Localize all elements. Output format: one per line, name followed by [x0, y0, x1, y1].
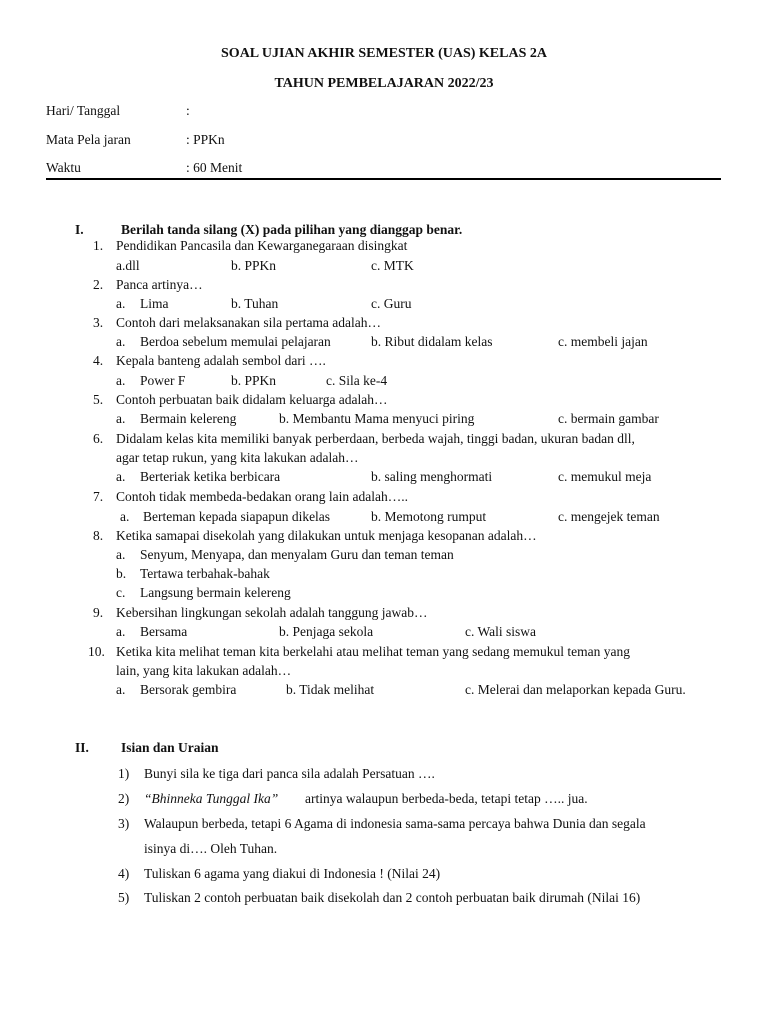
section1-numeral: I. — [75, 222, 84, 237]
exam-title: SOAL UJIAN AKHIR SEMESTER (UAS) KELAS 2A — [221, 46, 547, 61]
field-label-subject: Mata Pela jaran — [46, 132, 131, 147]
question-number: 2. — [93, 277, 104, 292]
item-number: 5) — [118, 890, 130, 905]
option: Berteman kepada siapapun dikelas — [143, 509, 331, 524]
option-letter: a. — [116, 624, 126, 639]
option-letter: a. — [116, 469, 126, 484]
item-text-continued: isinya di…. Oleh Tuhan. — [144, 841, 278, 856]
field-value-date: : — [186, 103, 190, 118]
option: c. MTK — [371, 258, 414, 273]
option-letter: a. — [116, 411, 126, 426]
question-text: Panca artinya… — [116, 277, 203, 292]
field-label-time: Waktu — [46, 160, 81, 175]
question-number: 8. — [93, 528, 104, 543]
item-text: Walaupun berbeda, tetapi 6 Agama di indonesia sama-sama percaya bahwa Dunia dan segala — [144, 816, 646, 831]
option: Bermain kelereng — [140, 411, 237, 426]
option: Senyum, Menyapa, dan menyalam Guru dan teman teman — [140, 547, 454, 562]
option: c. mengejek teman — [558, 509, 660, 524]
question-text: Contoh tidak membeda-bedakan orang lain adalah….. — [116, 489, 409, 504]
question-text-continued: lain, yang kita lakukan adalah… — [116, 663, 292, 678]
question-number: 7. — [93, 489, 104, 504]
option: Berdoa sebelum memulai pelajaran — [140, 334, 331, 349]
option: b. PPKn — [231, 373, 277, 388]
section1-title: Berilah tanda silang (X) pada pilihan yang dianggap benar. — [121, 222, 463, 237]
option: c. Sila ke-4 — [326, 373, 388, 388]
item-text: artinya walaupun berbeda-beda, tetapi tetap ….. jua. — [305, 791, 588, 806]
question-text: Kebersihan lingkungan sekolah adalah tanggung jawab… — [116, 605, 428, 620]
option: Langsung bermain kelereng — [140, 585, 291, 600]
option: c. membeli jajan — [558, 334, 648, 349]
option: b. Penjaga sekola — [279, 624, 374, 639]
option: c. bermain gambar — [558, 411, 659, 426]
option: Power F — [140, 373, 186, 388]
option: c. memukul meja — [558, 469, 652, 484]
question-text: Contoh perbuatan baik didalam keluarga adalah… — [116, 392, 388, 407]
field-label-date: Hari/ Tanggal — [46, 103, 121, 118]
question-text: Didalam kelas kita memiliki banyak perberdaan, berbeda wajah, tinggi badan, ukuran badan dll, — [116, 431, 635, 446]
option-letter: a. — [116, 682, 126, 697]
option-letter: a. — [116, 373, 126, 388]
option: Bersama — [140, 624, 188, 639]
option: Tertawa terbahak-bahak — [140, 566, 270, 581]
exam-year: TAHUN PEMBELAJARAN 2022/23 — [274, 76, 494, 91]
item-number: 3) — [118, 816, 130, 831]
option-letter: a. — [120, 509, 130, 524]
question-text: Contoh dari melaksanakan sila pertama adalah… — [116, 315, 382, 330]
item-number: 4) — [118, 866, 130, 881]
item-number: 2) — [118, 791, 130, 806]
question-text: Pendidikan Pancasila dan Kewarganegaraan disingkat — [116, 238, 408, 253]
question-number: 4. — [93, 353, 104, 368]
item-text: Tuliskan 6 agama yang diakui di Indonesia ! (Nilai 24) — [144, 866, 441, 881]
item-text: Bunyi sila ke tiga dari panca sila adalah Persatuan …. — [144, 766, 435, 781]
header-divider — [46, 178, 721, 180]
question-text: Kepala banteng adalah sembol dari …. — [116, 353, 326, 368]
item-quote: “Bhinneka Tunggal Ika” — [144, 791, 279, 806]
option: b. saling menghormati — [371, 469, 493, 484]
option: b. Tuhan — [231, 296, 279, 311]
item-text: Tuliskan 2 contoh perbuatan baik disekolah dan 2 contoh perbuatan baik dirumah (Nilai 16) — [144, 890, 641, 905]
option: b. Ribut didalam kelas — [371, 334, 493, 349]
option: b. Tidak melihat — [286, 682, 375, 697]
option-letter: c. — [116, 585, 126, 600]
section2-title: Isian dan Uraian — [121, 740, 219, 755]
option: b. PPKn — [231, 258, 277, 273]
field-value-subject: : PPKn — [186, 132, 225, 147]
option-letter: b. — [116, 566, 127, 581]
question-number: 9. — [93, 605, 104, 620]
section2-numeral: II. — [75, 740, 89, 755]
question-text-continued: agar tetap rukun, yang kita lakukan adalah… — [116, 450, 359, 465]
question-number: 1. — [93, 238, 104, 253]
option: a.dll — [116, 258, 140, 273]
option: Lima — [140, 296, 169, 311]
option-letter: a. — [116, 547, 126, 562]
field-value-time: : 60 Menit — [186, 160, 243, 175]
option: Bersorak gembira — [140, 682, 237, 697]
question-number: 10. — [88, 644, 105, 659]
option: c. Melerai dan melaporkan kepada Guru. — [465, 682, 686, 697]
question-text: Ketika kita melihat teman kita berkelahi atau melihat teman yang sedang memukul teman yang — [116, 644, 630, 659]
option: Berteriak ketika berbicara — [140, 469, 281, 484]
question-number: 3. — [93, 315, 104, 330]
question-number: 5. — [93, 392, 104, 407]
option: c. Wali siswa — [465, 624, 537, 639]
option: b. Memotong rumput — [371, 509, 487, 524]
option-letter: a. — [116, 296, 126, 311]
option-letter: a. — [116, 334, 126, 349]
item-number: 1) — [118, 766, 130, 781]
option: c. Guru — [371, 296, 412, 311]
question-number: 6. — [93, 431, 104, 446]
question-text: Ketika samapai disekolah yang dilakukan untuk menjaga kesopanan adalah… — [116, 528, 537, 543]
option: b. Membantu Mama menyuci piring — [279, 411, 475, 426]
